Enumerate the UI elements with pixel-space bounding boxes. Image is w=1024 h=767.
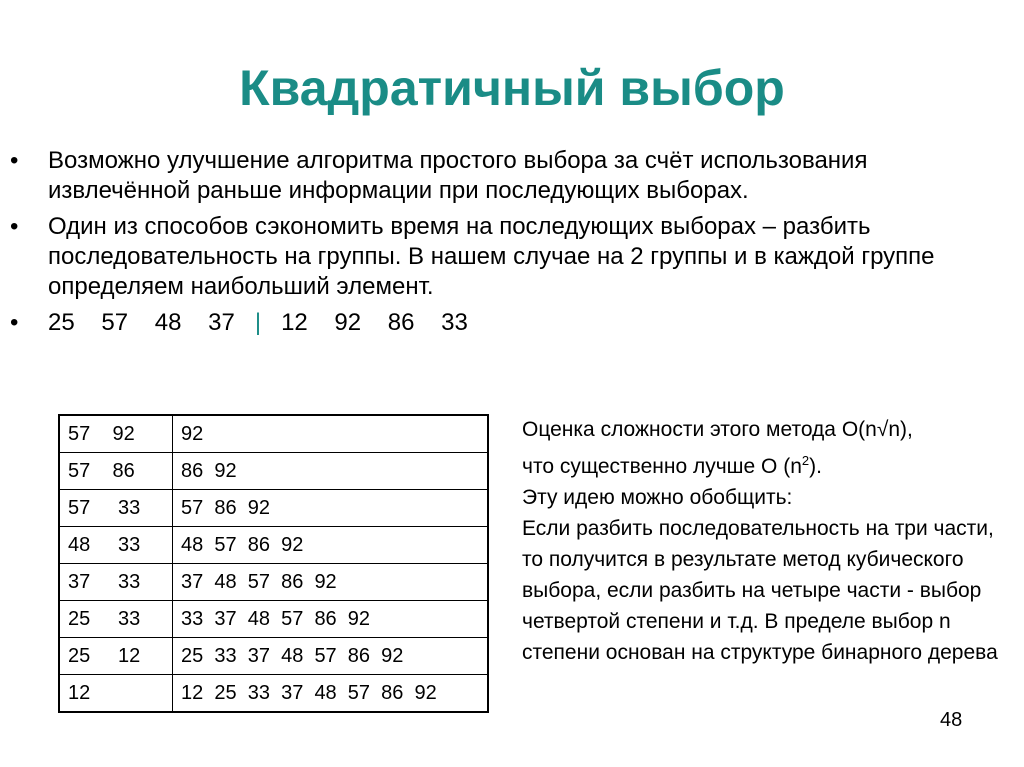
bullet-marker: • xyxy=(10,213,19,240)
bullet-item-improvement xyxy=(10,146,1000,206)
table-row xyxy=(59,490,488,527)
table-cell-group-maxima: 48 33 xyxy=(59,527,173,564)
table-cell-group-maxima: 57 92 xyxy=(59,415,173,453)
bullet-text: Возможно улучшение алгоритма простого выбора за счёт использования извлечённой раньше информации при последующих выборах. xyxy=(48,147,868,204)
table-row xyxy=(59,415,488,453)
table-cell-group-maxima: 25 33 xyxy=(59,601,173,638)
slide-title: Квадратичный выбор xyxy=(239,60,785,116)
complexity-note xyxy=(522,414,1018,668)
table-row xyxy=(59,601,488,638)
table-cell-output: 57 86 92 xyxy=(173,490,489,527)
note-line-complexity: Оценка сложности этого метода O(n√n), xyxy=(522,418,913,441)
table-row xyxy=(59,638,488,675)
table-cell-group-maxima: 57 33 xyxy=(59,490,173,527)
table-cell-output: 92 xyxy=(173,415,489,453)
table-cell-output: 12 25 33 37 48 57 86 92 xyxy=(173,675,489,713)
bullet-item-groups xyxy=(10,212,1000,302)
bullet-marker: • xyxy=(10,147,19,174)
bullet-item-sequence xyxy=(10,308,1000,338)
bullet-marker: • xyxy=(10,309,19,336)
table-cell-group-maxima: 25 12 xyxy=(59,638,173,675)
table-cell-output: 37 48 57 86 92 xyxy=(173,564,489,601)
note-line-comparison: что существенно лучше О $(n^2)$. xyxy=(522,453,822,478)
bullet-list xyxy=(10,146,1000,344)
table-row xyxy=(59,527,488,564)
table-cell-output: 33 37 48 57 86 92 xyxy=(173,601,489,638)
note-line-details: Если разбить последовательность на три части, то получится в результате метод кубического выбора, если разбить на четыре части - выбор четвертой степени и т.д. В пределе выбор n степени основан на структуре бинарного дерева xyxy=(522,517,998,664)
table-cell-group-maxima: 37 33 xyxy=(59,564,173,601)
table-cell-output: 86 92 xyxy=(173,453,489,490)
table-row xyxy=(59,453,488,490)
sequence-group-2: 12 92 86 33 xyxy=(281,309,468,336)
note-line-generalize: Эту идею можно обобщить: xyxy=(522,486,793,509)
table-row xyxy=(59,564,488,601)
table-cell-group-maxima: 57 86 xyxy=(59,453,173,490)
page-number: 48 xyxy=(940,709,963,731)
selection-steps-table xyxy=(58,414,489,713)
sequence-group-1: 25 57 48 37 xyxy=(48,309,235,336)
table-cell-output: 48 57 86 92 xyxy=(173,527,489,564)
table-cell-group-maxima: 12 xyxy=(59,675,173,713)
table-cell-output: 25 33 37 48 57 86 92 xyxy=(173,638,489,675)
bullet-text: Один из способов сэкономить время на последующих выборах – разбить последовательность на группы. В нашем случае на 2 группы и в каждой группе определяем наибольший элемент. xyxy=(48,213,935,300)
note-superscript: 2 xyxy=(801,453,810,468)
sequence-separator: | xyxy=(254,309,262,336)
table-row xyxy=(59,675,488,713)
